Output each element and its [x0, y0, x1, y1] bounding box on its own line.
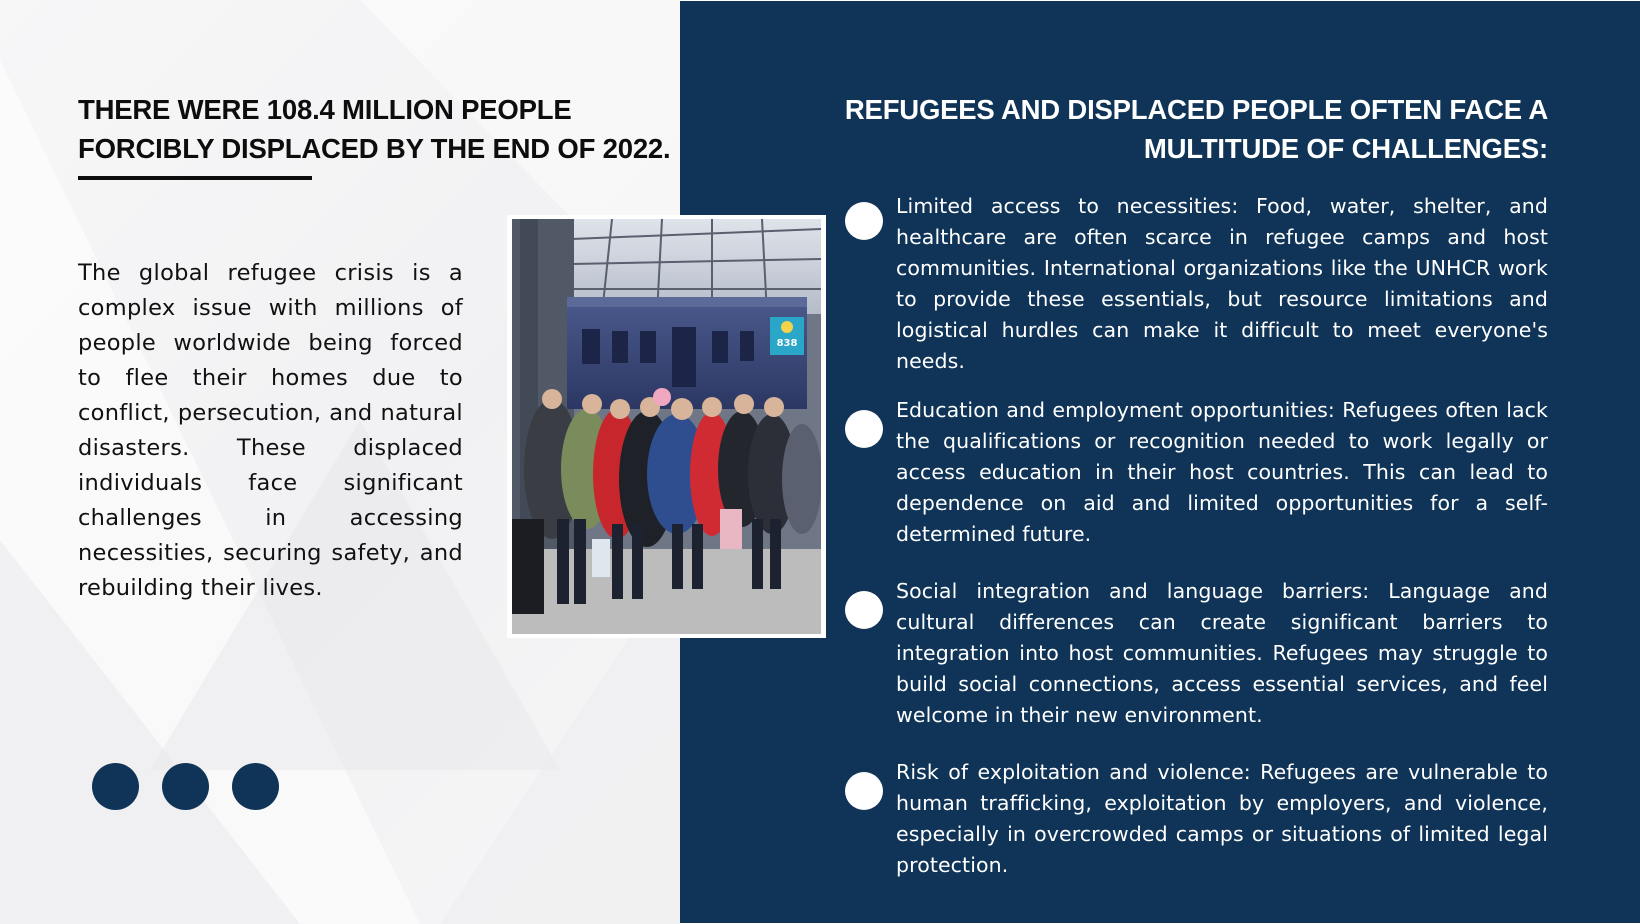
challenge-text: Limited access to necessities: Food, water, shelter, and healthcare are often scarce in refugee camps and host communities. International organizations like the UNHCR work to provide these essentials, but resource limitations and logistical hurdles can make it difficult to meet everyone's needs. — [896, 194, 1548, 373]
decorative-dot — [232, 763, 279, 810]
refugee-train-station-photo — [507, 215, 826, 638]
bullet-circle — [845, 410, 883, 448]
intro-paragraph: The global refugee crisis is a complex issue with millions of people worldwide being forced to flee their homes due to conflict, persecution, and natural disasters. These displaced individuals face significant challenges in accessing necessities, securing safety, and rebuilding their lives. — [78, 260, 463, 601]
challenge-text: Social integration and language barriers: Language and cultural differences can create significant barriers to integration into host communities. Refugees may struggle to build social connections, access essential services, and feel welcome in their new environment. — [896, 579, 1548, 727]
bullet-circle — [845, 591, 883, 629]
challenge-text: Education and employment opportunities: Refugees often lack the qualifications or recognition needed to work legally or access education in their host countries. This can lead to dependence on aid and limited opportunities for a self-determined future. — [896, 398, 1548, 546]
right-heading: REFUGEES AND DISPLACED PEOPLE OFTEN FACE A MULTITUDE OF CHALLENGES: — [844, 94, 1548, 164]
left-heading: THERE WERE 108.4 MILLION PEOPLE FORCIBLY DISPLACED BY THE END OF 2022. — [78, 94, 671, 164]
decorative-dot — [162, 763, 209, 810]
bullet-circle — [845, 772, 883, 810]
photo-illustration — [512, 219, 821, 634]
bullet-circle — [845, 202, 883, 240]
decorative-dot — [92, 763, 139, 810]
platform-sign-number: 838 — [776, 338, 798, 349]
heading-underline — [78, 176, 312, 180]
challenge-text: Risk of exploitation and violence: Refugees are vulnerable to human trafficking, exploitation by employers, and violence, especially in overcrowded camps or situations of limited legal protection. — [896, 760, 1548, 877]
